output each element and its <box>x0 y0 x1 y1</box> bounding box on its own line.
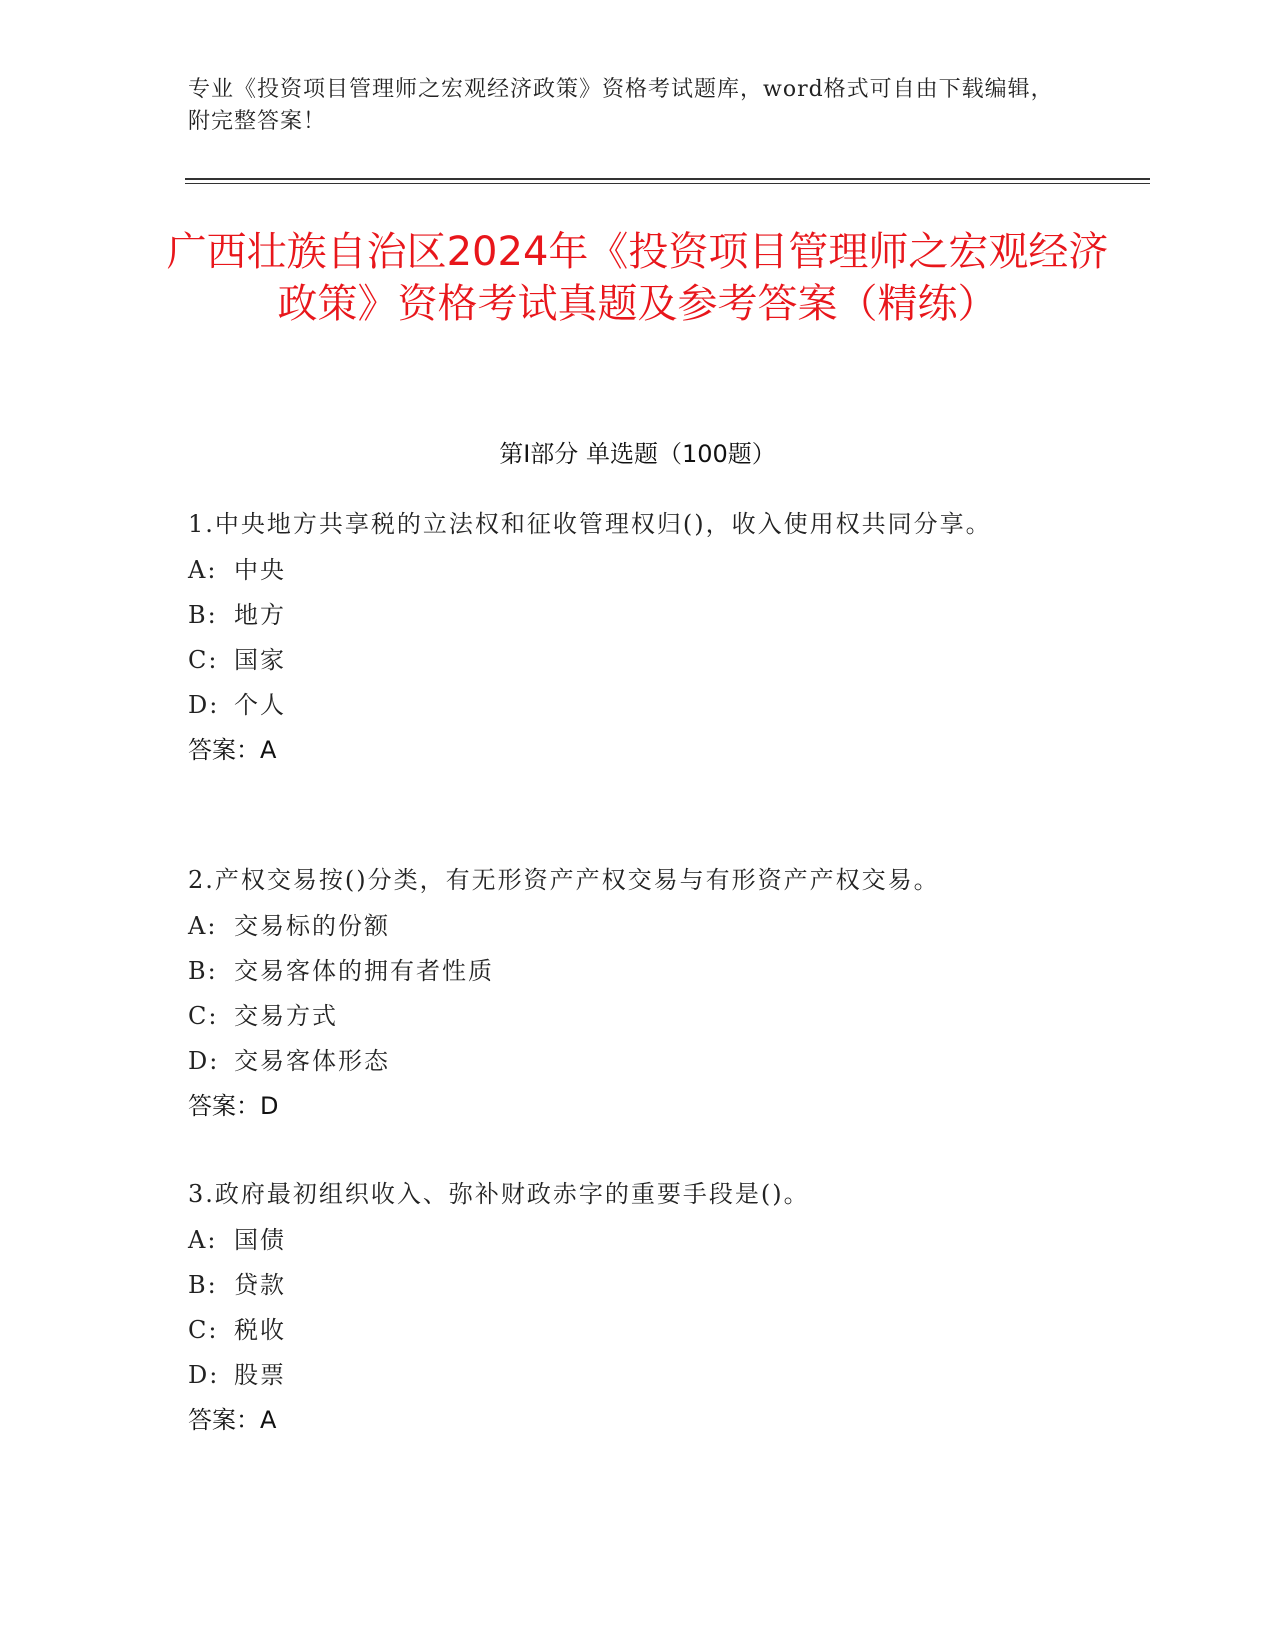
answer: 答案：D <box>188 1092 279 1120</box>
option-text: 地方 <box>234 601 286 629</box>
option-key: C: <box>188 1002 219 1030</box>
option-key: B: <box>188 601 218 629</box>
option-text: 交易客体的拥有者性质 <box>234 957 494 985</box>
option-key: B: <box>188 957 218 985</box>
header-note: 专业《投资项目管理师之宏观经济政策》资格考试题库，word格式可自由下载编辑，附完整答案！ <box>188 77 1054 134</box>
option-d <box>188 1353 1068 1398</box>
header-rule-thin <box>185 183 1150 184</box>
option-a <box>188 1218 1068 1263</box>
option-c <box>188 638 1068 683</box>
document-title: 广西壮族自治区2024年《投资项目管理师之宏观经济政策》资格考试真题及参考答案（精练） <box>166 229 1109 327</box>
answer: 答案：A <box>188 736 277 764</box>
question-2 <box>188 856 1068 1129</box>
option-d <box>188 1039 1068 1084</box>
option-key: D: <box>188 691 220 719</box>
question-1 <box>188 500 1068 773</box>
option-key: C: <box>188 646 219 674</box>
option-text: 交易标的份额 <box>234 912 390 940</box>
option-a <box>188 904 1068 949</box>
option-a <box>188 548 1068 593</box>
option-text: 国债 <box>234 1226 286 1254</box>
option-text: 个人 <box>234 691 286 719</box>
header-rule-thick <box>185 178 1150 180</box>
question-stem: 3.政府最初组织收入、弥补财政赤字的重要手段是()。 <box>188 1180 810 1208</box>
option-c <box>188 1308 1068 1353</box>
question-stem: 1.中央地方共享税的立法权和征收管理权归()，收入使用权共同分享。 <box>188 510 992 538</box>
option-key: A: <box>188 1226 218 1254</box>
answer: 答案：A <box>188 1406 277 1434</box>
option-b <box>188 1263 1068 1308</box>
option-b <box>188 593 1068 638</box>
option-text: 交易方式 <box>234 1002 338 1030</box>
option-text: 税收 <box>234 1316 286 1344</box>
option-key: A: <box>188 912 218 940</box>
option-text: 股票 <box>234 1361 286 1389</box>
option-text: 中央 <box>234 556 286 584</box>
section-heading: 第I部分 单选题（100题） <box>499 440 776 468</box>
option-text: 贷款 <box>234 1271 286 1299</box>
option-key: D: <box>188 1361 220 1389</box>
option-text: 国家 <box>234 646 286 674</box>
question-stem: 2.产权交易按()分类，有无形资产产权交易与有形资产产权交易。 <box>188 866 940 894</box>
option-key: C: <box>188 1316 219 1344</box>
option-text: 交易客体形态 <box>234 1047 390 1075</box>
option-key: D: <box>188 1047 220 1075</box>
option-key: B: <box>188 1271 218 1299</box>
question-3 <box>188 1170 1068 1443</box>
option-b <box>188 949 1068 994</box>
option-key: A: <box>188 556 218 584</box>
option-c <box>188 994 1068 1039</box>
option-d <box>188 683 1068 728</box>
